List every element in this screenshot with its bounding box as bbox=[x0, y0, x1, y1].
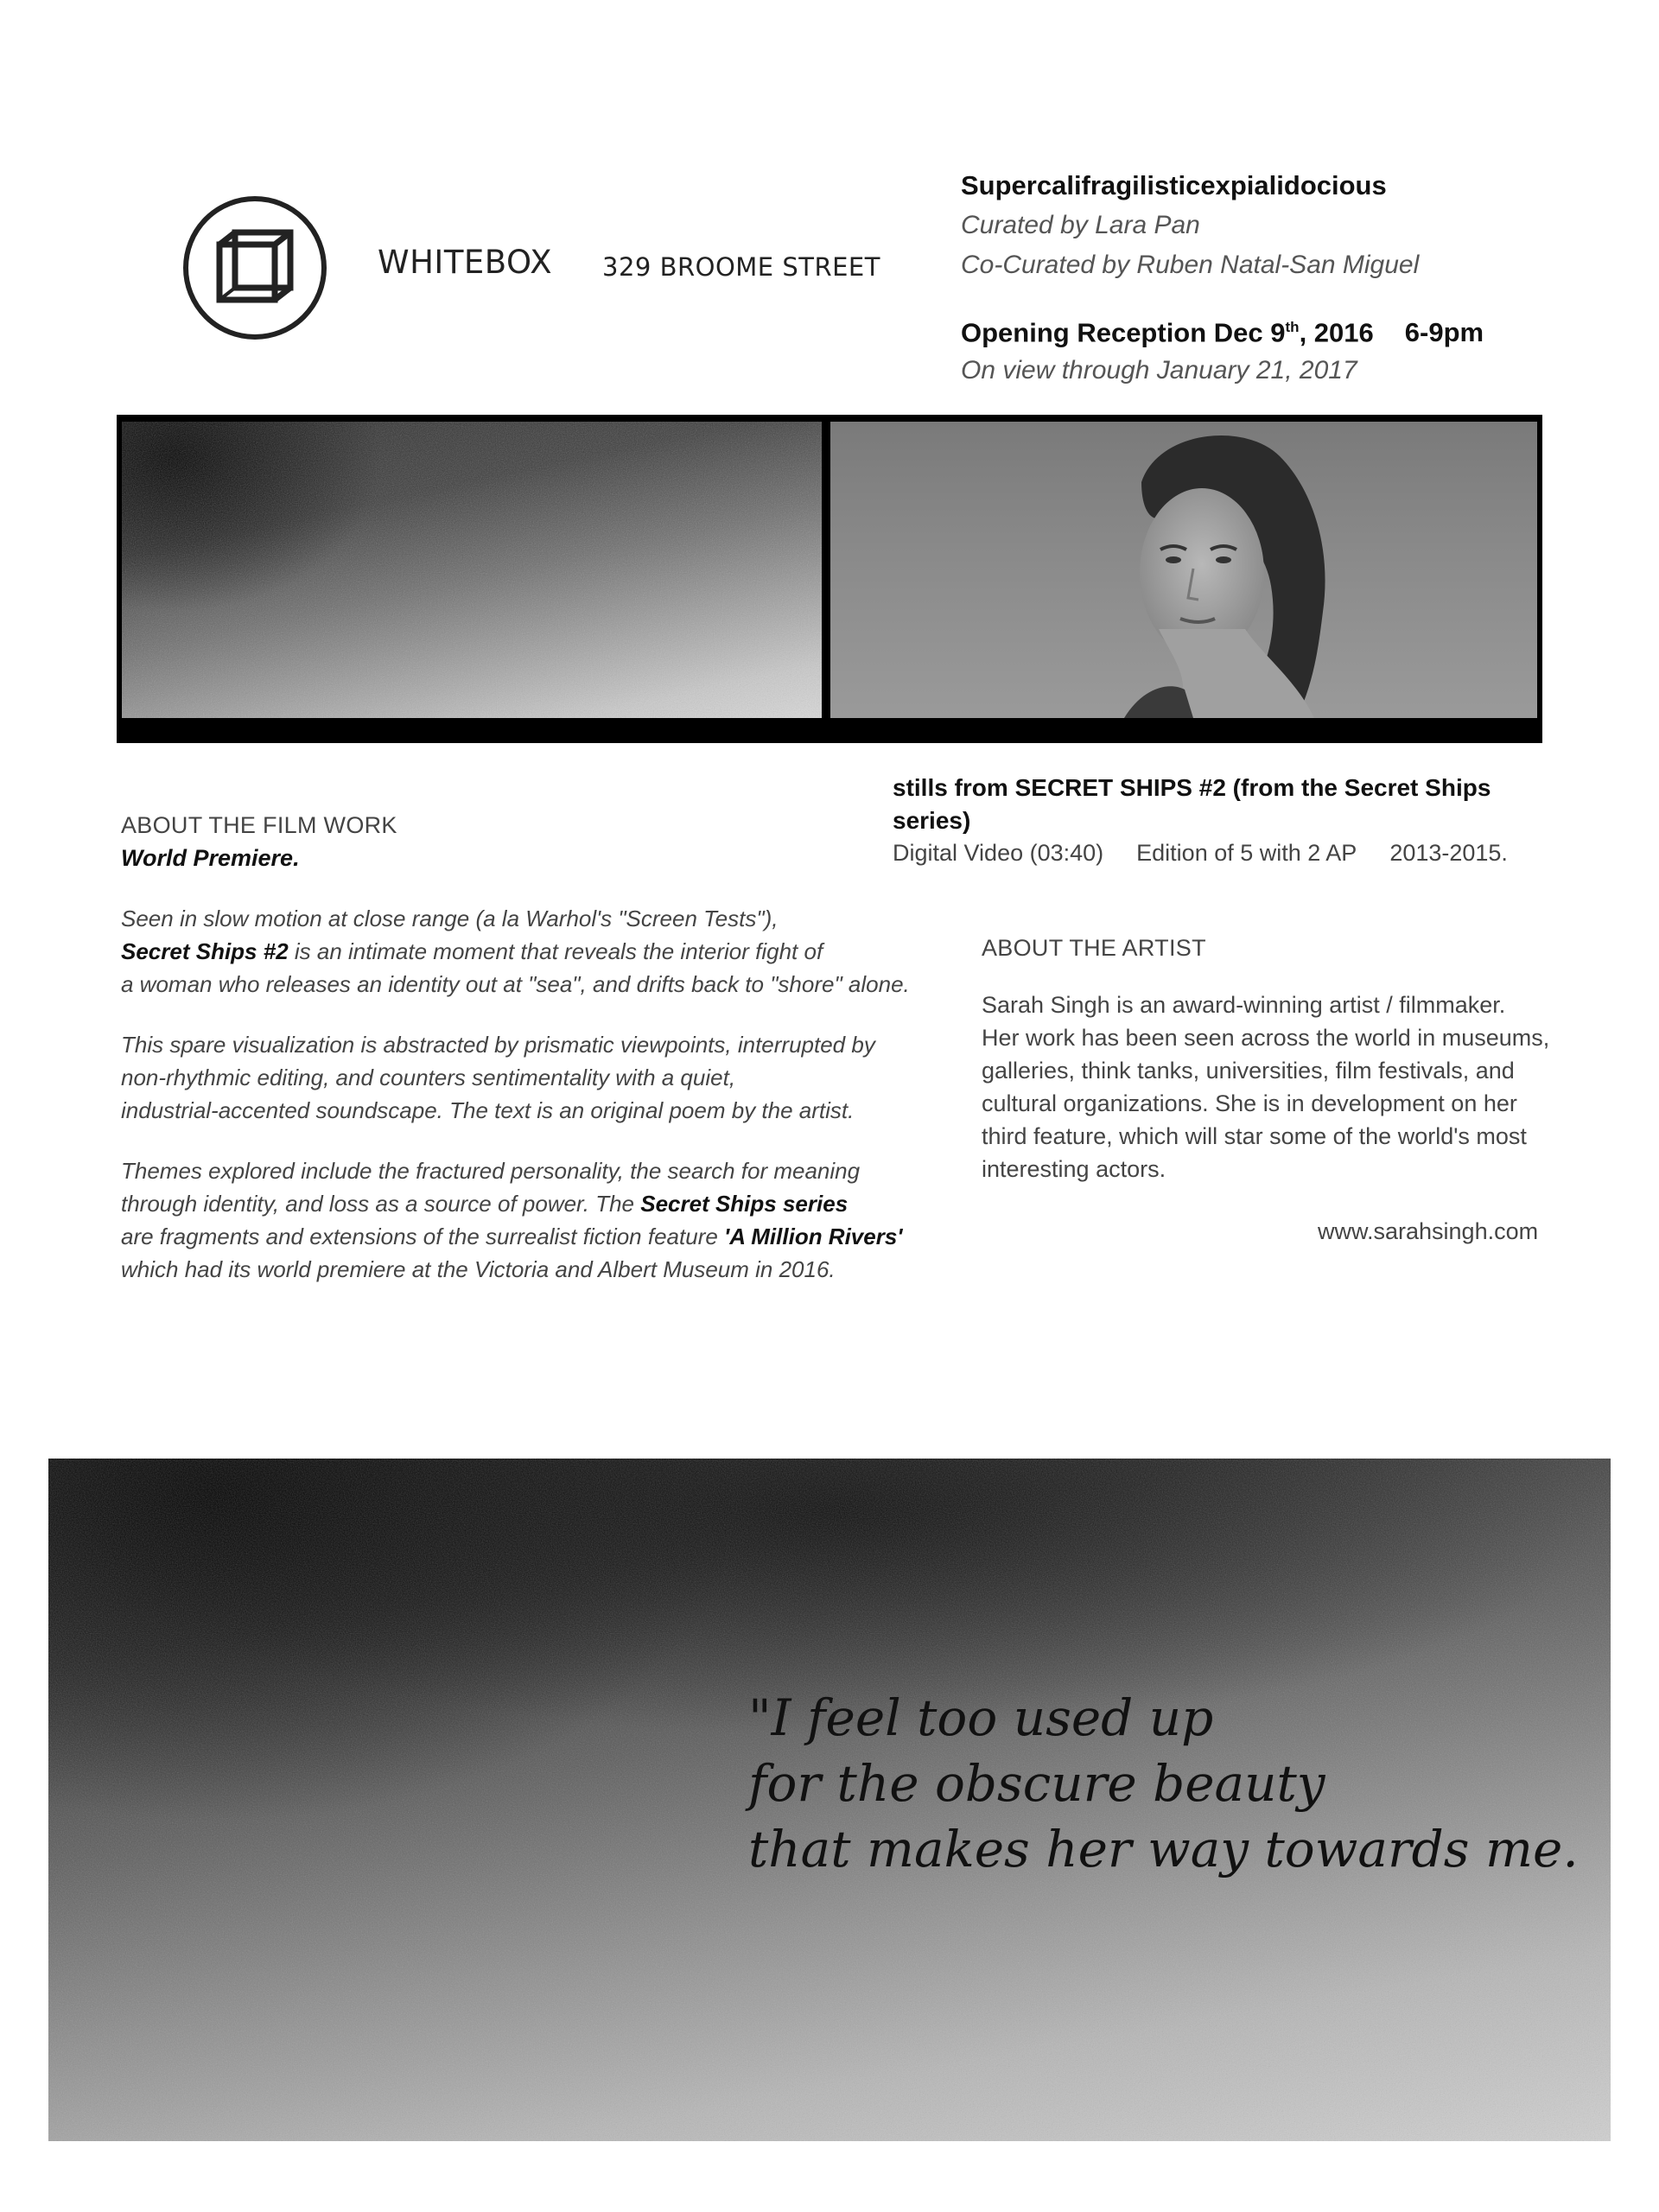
world-premiere: World Premiere. bbox=[121, 845, 300, 871]
p1-line-2 bbox=[121, 935, 950, 968]
show-info bbox=[961, 166, 1566, 389]
p3-line-4: which had its world premiere at the Victoria and Albert Museum in 2016. bbox=[121, 1256, 836, 1282]
p1-line-2-rest: is an intimate moment that reveals the interior fight of bbox=[288, 938, 823, 964]
about-artist-section bbox=[982, 931, 1552, 1185]
p1-line-1: Seen in slow motion at close range (a la Warhol's "Screen Tests"), bbox=[121, 906, 779, 931]
film-still-poem bbox=[48, 1459, 1611, 2141]
caption-years: 2013-2015. bbox=[1389, 840, 1508, 866]
poem-line-2: for the obscure beauty bbox=[748, 1754, 1325, 1813]
bio-line-1: Sarah Singh is an award-winning artist / filmmaker. bbox=[982, 992, 1506, 1018]
film-still-sky bbox=[122, 422, 822, 718]
p3-line-2-start: through identity, and loss as a source of power. The bbox=[121, 1191, 641, 1217]
p3-line-2 bbox=[121, 1187, 950, 1220]
bio-line-5: third feature, which will star some of the world's most bbox=[982, 1123, 1527, 1149]
p3-line-3-start: are fragments and extensions of the surrealist fiction feature bbox=[121, 1224, 725, 1249]
film-stills-strip bbox=[117, 415, 1542, 743]
film-paragraph-3 bbox=[121, 1154, 950, 1286]
bio-line-3: galleries, think tanks, universities, film festivals, and bbox=[982, 1058, 1515, 1084]
reception-date: Opening Reception Dec 9 bbox=[961, 317, 1286, 348]
poem-line-3: that makes her way towards me. bbox=[748, 1820, 1579, 1878]
poem-text bbox=[748, 1685, 1579, 1882]
co-curator: Co-Curated by Ruben Natal-San Miguel bbox=[961, 251, 1420, 279]
show-title: Supercalifragilisticexpialidocious bbox=[961, 170, 1387, 200]
p3-line-1: Themes explored include the fractured personality, the search for meaning bbox=[121, 1158, 861, 1184]
on-view-dates: On view through January 21, 2017 bbox=[961, 356, 1357, 385]
poem-line-1: "I feel too used up bbox=[748, 1688, 1214, 1747]
about-film-section bbox=[121, 809, 950, 1286]
caption-edition: Edition of 5 with 2 AP bbox=[1136, 840, 1357, 866]
stills-caption bbox=[893, 772, 1549, 868]
bio-line-6: interesting actors. bbox=[982, 1156, 1166, 1182]
curator: Curated by Lara Pan bbox=[961, 211, 1200, 239]
whitebox-logo bbox=[181, 194, 328, 341]
p2-line-2: non-rhythmic editing, and counters sentimentality with a quiet, bbox=[121, 1065, 736, 1090]
p2-line-1: This spare visualization is abstracted by prismatic viewpoints, interrupted by bbox=[121, 1032, 875, 1058]
reception-date-suffix: th bbox=[1285, 319, 1300, 335]
film-paragraph-2 bbox=[121, 1028, 950, 1127]
p3-bold-feature: 'A Million Rivers' bbox=[724, 1224, 903, 1249]
venue-address: 329 BROOME STREET bbox=[602, 252, 880, 282]
about-film-heading: ABOUT THE FILM WORK bbox=[121, 812, 397, 838]
about-artist-heading: ABOUT THE ARTIST bbox=[982, 935, 1206, 961]
p3-line-3 bbox=[121, 1220, 950, 1253]
p1-bold-title: Secret Ships #2 bbox=[121, 938, 289, 964]
film-paragraph-1 bbox=[121, 902, 950, 1001]
p2-line-3: industrial-accented soundscape. The text is an original poem by the artist. bbox=[121, 1097, 855, 1123]
artist-website-link[interactable]: www.sarahsingh.com bbox=[1318, 1218, 1539, 1244]
caption-title: stills from SECRET SHIPS #2 (from the Secret Ships series) bbox=[893, 774, 1491, 834]
caption-medium: Digital Video (03:40) bbox=[893, 840, 1104, 866]
bio-line-4: cultural organizations. She is in development on her bbox=[982, 1090, 1517, 1116]
p3-bold-series: Secret Ships series bbox=[640, 1191, 849, 1217]
opening-reception bbox=[961, 308, 1566, 353]
bio-line-2: Her work has been seen across the world in museums, bbox=[982, 1025, 1550, 1051]
cube-in-circle-icon bbox=[181, 194, 328, 341]
film-still-portrait bbox=[830, 422, 1537, 718]
p1-line-3: a woman who releases an identity out at "sea", and drifts back to "shore" alone. bbox=[121, 971, 910, 997]
caption-meta bbox=[893, 837, 1549, 868]
venue-name: WHITEBOX bbox=[378, 244, 553, 281]
reception-time: 6-9pm bbox=[1404, 317, 1484, 348]
reception-year: , 2016 bbox=[1299, 317, 1374, 348]
artist-bio bbox=[982, 988, 1552, 1185]
